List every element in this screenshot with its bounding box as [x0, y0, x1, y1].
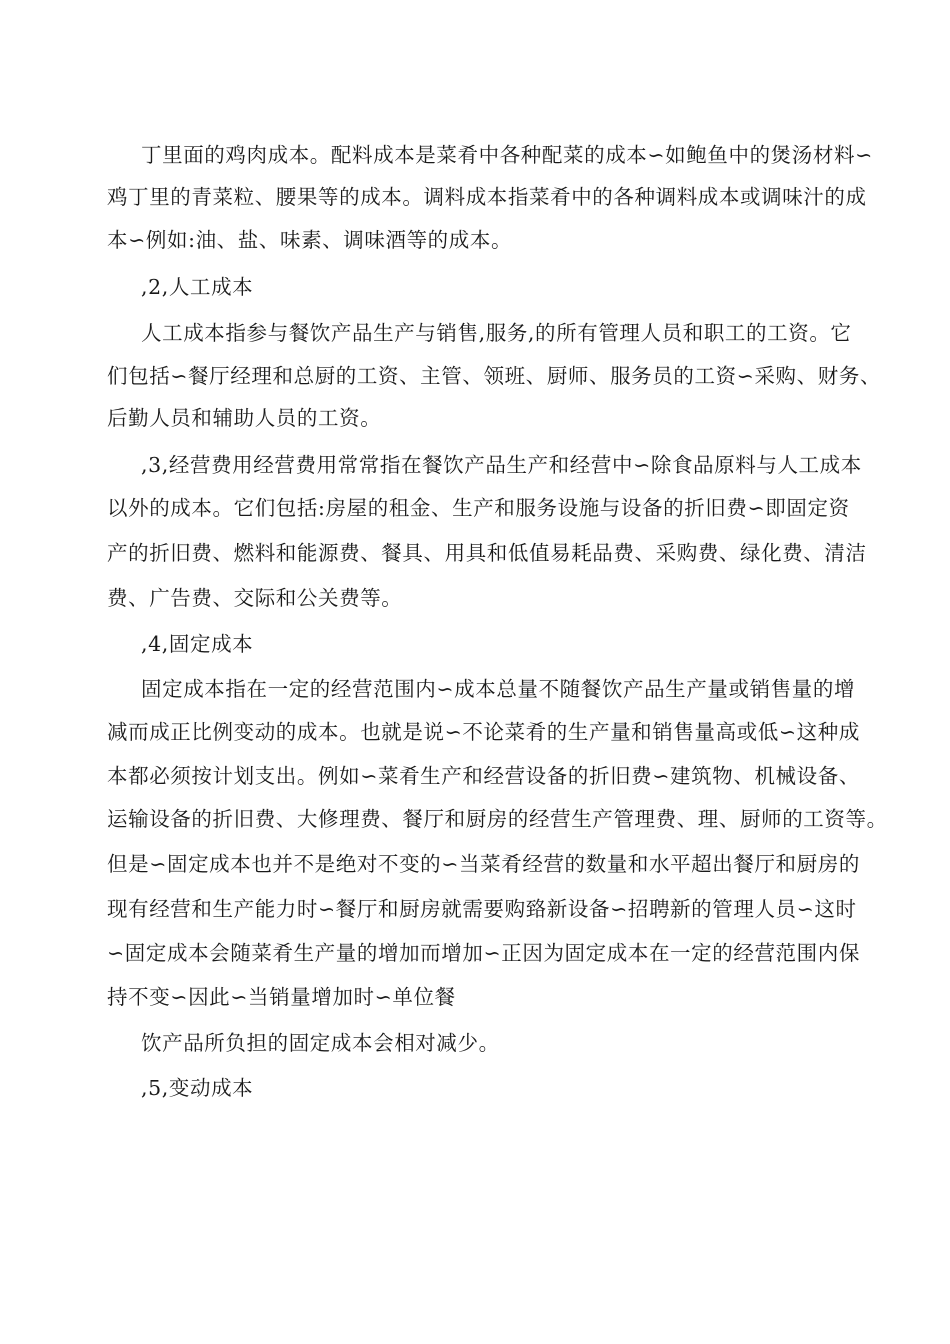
text-line: 们包括∽餐厅经理和总厨的工资、主管、领班、厨师、服务员的工资∽采购、财务、 — [107, 364, 882, 388]
text-line: 本都必须按计划支出。例如∽菜肴生产和经营设备的折旧费∽建筑物、机械设备、 — [107, 764, 860, 788]
text-line: 产的折旧费、燃料和能源费、餐具、用具和低值易耗品费、采购费、绿化费、清洁 — [107, 541, 867, 565]
section-heading: ,5,变动成本 — [141, 1076, 254, 1100]
text-line: 丁里面的鸡肉成本。配料成本是菜肴中各种配菜的成本∽如鲍鱼中的煲汤材料∽ — [141, 143, 873, 167]
text-line: 固定成本指在一定的经营范围内∽成本总量不随餐饮产品生产量或销售量的增 — [141, 677, 856, 701]
text-line: 以外的成本。它们包括:房屋的租金、生产和服务设施与设备的折旧费∽即固定资 — [107, 496, 850, 520]
text-line: 运输设备的折旧费、大修理费、餐厅和厨房的经营生产管理费、理、厨师的工资等。 — [107, 807, 888, 831]
section-heading: ,4,固定成本 — [141, 632, 254, 656]
text-line: 人工成本指参与餐饮产品生产与销售,服务,的所有管理人员和职工的工资。它 — [141, 321, 852, 345]
text-line: ∽固定成本会随菜肴生产量的增加而增加∽正因为固定成本在一定的经营范围内保 — [107, 941, 860, 965]
text-line: 后勤人员和辅助人员的工资。 — [107, 406, 382, 430]
text-line: 本∽例如:油、盐、味素、调味酒等的成本。 — [107, 228, 513, 252]
text-line: 鸡丁里的青菜粒、腰果等的成本。调料成本指菜肴中的各种调料成本或调味汁的成 — [107, 185, 867, 209]
text-line: 持不变∽因此∽当销量增加时∽单位餐 — [107, 985, 456, 1009]
text-line: 减而成正比例变动的成本。也就是说∽不论菜肴的生产量和销售量高或低∽这种成 — [107, 720, 860, 744]
text-line: ,3,经营费用经营费用常常指在餐饮产品生产和经营中∽除食品原料与人工成本 — [141, 453, 862, 477]
text-line: 现有经营和生产能力时∽餐厅和厨房就需要购臵新设备∽招聘新的管理人员∽这时 — [107, 897, 857, 921]
text-line: 但是∽固定成本也并不是绝对不变的∽当菜肴经营的数量和水平超出餐厅和厨房的 — [107, 852, 860, 876]
section-heading: ,2,人工成本 — [141, 275, 254, 299]
text-line: 费、广告费、交际和公关费等。 — [107, 586, 403, 610]
text-line: 饮产品所负担的固定成本会相对减少。 — [141, 1031, 500, 1055]
